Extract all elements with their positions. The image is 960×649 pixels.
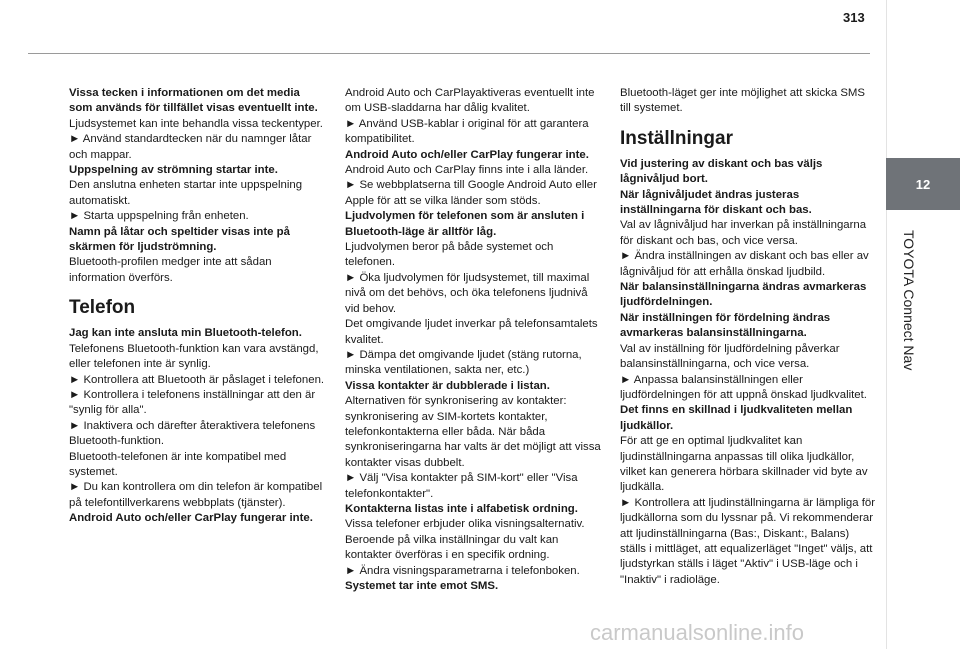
- body-text: Telefonens Bluetooth-funktion kan vara avstängd, eller telefonen inte är synlig.: [69, 342, 319, 371]
- body-text: ► Se webbplatserna till Google Android Auto eller Apple för att se vilka länder som stöds.: [345, 179, 597, 207]
- question-heading: När balansinställningarna ändras avmarkeras ljudfördelningen.: [620, 281, 867, 309]
- body-text: ► Du kan kontrollera om din telefon är kompatibel på telefontillverkarens webbplats (tjänster).: [69, 481, 323, 509]
- question-heading: Android Auto och/eller CarPlay fungerar inte.: [69, 512, 313, 525]
- body-text: Android Auto och CarPlayaktiveras eventuellt inte om USB-sladdarna har dålig kvalitet.: [345, 87, 595, 115]
- chapter-title-text: TOYOTA Connect Nav: [901, 230, 917, 371]
- question-heading: Systemet tar inte emot SMS.: [345, 580, 499, 592]
- body-text: ► Använd standardtecken när du namnger låtar och mappar.: [69, 133, 312, 161]
- section-heading: Telefon: [69, 297, 136, 319]
- body-text: ► Ändra visningsparametrarna i telefonboken.: [345, 564, 580, 577]
- body-text: ► Kontrollera att Bluetooth är påslaget i telefonen.: [69, 373, 325, 386]
- page-number: 313: [843, 10, 865, 25]
- body-text: ► Kontrollera att ljudinställningarna är lämpliga för ljudkällorna som du lyssnar på. Vi rekommenderar att ljudinställningarna (Bas:, Diskant:, Balans) ställs i mittläget, att equalizerläget "Inget" väljs, att ljudstyrkan ställs i läget "Aktiv" i USB-läge och i "Inaktiv" i radioläge.: [620, 496, 876, 586]
- body-text: ► Välj "Visa kontakter på SIM-kort" eller "Visa telefonkontakter".: [345, 472, 578, 500]
- body-text: Android Auto och CarPlay finns inte i alla länder.: [345, 164, 589, 177]
- body-text: Alternativen för synkronisering av kontakter: synkronisering av SIM-kortets kontakter, telefonkontakterna eller båda. När båda synkroniseringarna har valts är det möjligt att vissa kontakter visas dubbelt.: [345, 395, 601, 469]
- body-text: Bluetooth-läget ger inte möjlighet att skicka SMS till systemet.: [620, 87, 866, 115]
- question-heading: Vid justering av diskant och bas väljs lågnivåljud bort.: [620, 157, 823, 186]
- chapter-tab: 12: [886, 158, 960, 210]
- body-text: Bluetooth-profilen medger inte att sådan information överförs.: [69, 256, 272, 284]
- body-text: ► Öka ljudvolymen för ljudsystemet, till maximal nivå om det behövs, och öka telefonens ljudnivå vid behov.: [345, 271, 590, 315]
- header-rule: [28, 53, 870, 54]
- question-heading: Det finns en skillnad i ljudkvaliteten mellan ljudkällor.: [620, 404, 853, 432]
- body-text: ► Starta uppspelning från enheten.: [69, 210, 249, 223]
- question-heading: Ljudvolymen för telefonen som är ansluten i Bluetooth-läge är alltför låg.: [345, 210, 585, 238]
- column-2: [345, 86, 603, 594]
- body-text: ► Inaktivera och därefter återaktivera telefonens Bluetooth-funktion.: [69, 419, 316, 448]
- chapter-title: [880, 230, 960, 560]
- question-heading: När lågnivåljudet ändras justeras inställningarna för diskant och bas.: [620, 188, 812, 217]
- body-text: ► Kontrollera i telefonens inställningar att den är "synlig för alla".: [69, 388, 316, 417]
- section-heading: Inställningar: [620, 127, 733, 149]
- body-text: Ljudsystemet kan inte behandla vissa teckentyper.: [69, 117, 323, 130]
- question-heading: När inställningen för fördelning ändras avmarkeras balansinställningarna.: [620, 311, 831, 340]
- body-text: Bluetooth-telefonen är inte kompatibel med systemet.: [69, 450, 287, 478]
- body-text: Den anslutna enheten startar inte uppspelning automatiskt.: [69, 179, 303, 207]
- body-text: Det omgivande ljudet inverkar på telefonsamtalets kvalitet.: [345, 318, 598, 346]
- column-1: [69, 86, 326, 527]
- body-text: Val av lågnivåljud har inverkan på inställningarna för diskant och bas, och vice versa.: [620, 219, 867, 247]
- question-heading: Vissa kontakter är dubblerade i listan.: [345, 379, 550, 392]
- body-text: Vissa telefoner erbjuder olika visningsalternativ. Beroende på vilka inställningar du valt kan kontakter överföras i en specifik ordning.: [345, 518, 585, 562]
- question-heading: Jag kan inte ansluta min Bluetooth-telefon.: [69, 327, 302, 340]
- watermark: carmanualsonline.info: [590, 620, 805, 645]
- body-text: ► Anpassa balansinställningen eller ljudfördelningen för att uppnå önskad ljudkvalitet.: [620, 373, 867, 401]
- body-text: ► Använd USB-kablar i original för att garantera kompatibilitet.: [345, 117, 589, 146]
- body-text: Val av inställning för ljudfördelning påverkar balansinställningarna, och vice versa.: [620, 342, 840, 371]
- question-heading: Vissa tecken i informationen om det media som används för tillfället visas eventuellt inte.: [69, 87, 318, 115]
- question-heading: Android Auto och/eller CarPlay fungerar inte.: [345, 148, 589, 161]
- column-3: [620, 86, 878, 588]
- question-heading: Uppspelning av strömning startar inte.: [69, 164, 278, 177]
- body-text: ► Ändra inställningen av diskant och bas eller av lågnivåljud för att erhålla önskad ljudbild.: [620, 250, 869, 278]
- body-text: Ljudvolymen beror på både systemet och telefonen.: [345, 241, 554, 269]
- question-heading: Namn på låtar och speltider visas inte på skärmen för ljudströmning.: [69, 225, 290, 254]
- body-text: För att ge en optimal ljudkvalitet kan ljudinställningarna anpassas till olika ljudkällor, vilket kan generera hörbara skillnader vid byte av ljudkälla.: [620, 435, 868, 494]
- body-text: ► Dämpa det omgivande ljudet (stäng rutorna, minska ventilationen, sakta ner, etc.): [345, 348, 582, 377]
- question-heading: Kontakterna listas inte i alfabetisk ordning.: [345, 502, 578, 515]
